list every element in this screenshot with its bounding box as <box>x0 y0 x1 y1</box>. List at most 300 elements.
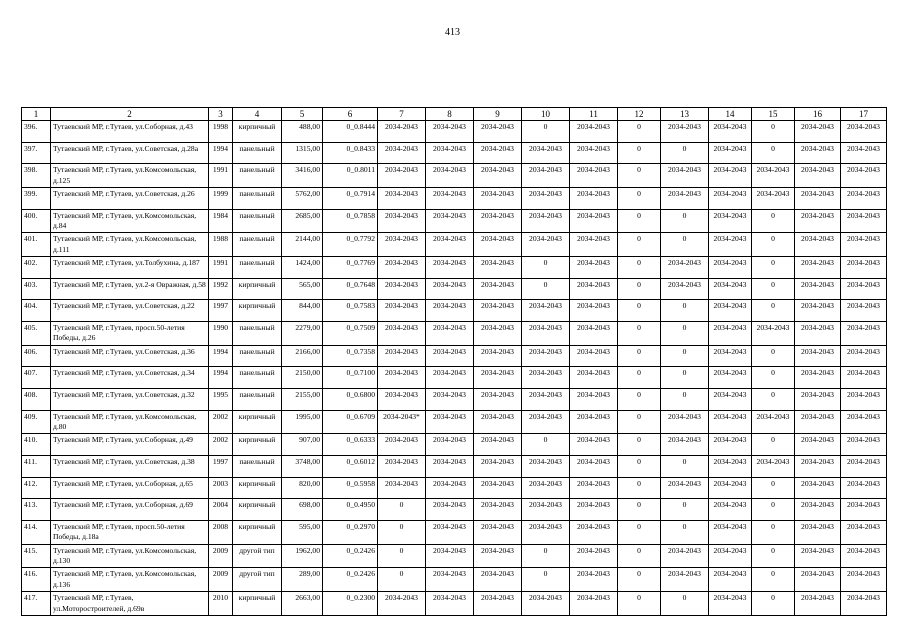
period-cell: 2034-2043 <box>522 233 570 257</box>
period-cell: 2034-2043 <box>841 164 887 188</box>
period-cell: 2034-2043 <box>378 257 426 279</box>
year-cell: 2003 <box>209 477 233 499</box>
period-cell: 0 <box>752 300 795 322</box>
index-cell: 0_0.7769 <box>323 257 378 279</box>
row-number: 399. <box>22 188 51 210</box>
area-cell: 698,00 <box>282 499 323 521</box>
period-cell: 2034-2043 <box>795 477 841 499</box>
period-cell: 2034-2043 <box>570 544 618 568</box>
period-cell: 2034-2043 <box>474 345 522 367</box>
area-cell: 844,00 <box>282 300 323 322</box>
address-cell: Тутаевский МР, г.Тутаев, просп.50-летия Победы, д.26 <box>51 322 209 346</box>
period-cell: 2034-2043 <box>841 544 887 568</box>
period-cell: 0 <box>618 188 661 210</box>
table-row <box>22 278 887 300</box>
period-cell: 2034-2043 <box>474 142 522 164</box>
period-cell: 2034-2043 <box>661 278 709 300</box>
period-cell: 2034-2043 <box>522 209 570 233</box>
period-cell: 2034-2043 <box>795 300 841 322</box>
period-cell: 0 <box>618 164 661 188</box>
area-cell: 2144,00 <box>282 233 323 257</box>
period-cell: 2034-2043 <box>474 520 522 544</box>
row-number: 414. <box>22 520 51 544</box>
period-cell: 2034-2043 <box>661 257 709 279</box>
column-header: 12 <box>618 108 661 121</box>
area-cell: 2155,00 <box>282 389 323 411</box>
period-cell: 2034-2043 <box>661 544 709 568</box>
material-cell: панельный <box>233 188 282 210</box>
period-cell: 0 <box>752 434 795 456</box>
period-cell: 2034-2043 <box>474 300 522 322</box>
material-cell: кирпичный <box>233 592 282 616</box>
period-cell: 2034-2043 <box>474 592 522 616</box>
area-cell: 820,00 <box>282 477 323 499</box>
period-cell: 2034-2043 <box>795 278 841 300</box>
period-cell: 2034-2043 <box>795 121 841 143</box>
period-cell: 2034-2043 <box>841 188 887 210</box>
index-cell: 0_0.6012 <box>323 456 378 478</box>
period-cell: 2034-2043 <box>522 345 570 367</box>
period-cell: 2034-2043 <box>522 477 570 499</box>
period-cell: 2034-2043 <box>426 142 474 164</box>
period-cell: 0 <box>752 592 795 616</box>
year-cell: 2008 <box>209 520 233 544</box>
address-cell: Тутаевский МР, г.Тутаев, ул.Соборная, д.65 <box>51 477 209 499</box>
period-cell: 0 <box>661 209 709 233</box>
period-cell: 0 <box>522 568 570 592</box>
index-cell: 0_0.6709 <box>323 410 378 434</box>
index-cell: 0_0.7509 <box>323 322 378 346</box>
period-cell: 0 <box>522 121 570 143</box>
period-cell: 0 <box>661 300 709 322</box>
page-number: 413 <box>445 27 460 38</box>
period-cell: 0 <box>618 142 661 164</box>
year-cell: 1995 <box>209 389 233 411</box>
period-cell: 2034-2043 <box>378 477 426 499</box>
material-cell: панельный <box>233 257 282 279</box>
period-cell: 2034-2043 <box>522 499 570 521</box>
table-row <box>22 164 887 188</box>
row-number: 397. <box>22 142 51 164</box>
period-cell: 0 <box>378 568 426 592</box>
row-number: 409. <box>22 410 51 434</box>
period-cell: 2034-2043 <box>570 345 618 367</box>
material-cell: панельный <box>233 164 282 188</box>
period-cell: 0 <box>618 367 661 389</box>
period-cell: 0 <box>618 345 661 367</box>
period-cell: 2034-2043 <box>795 233 841 257</box>
year-cell: 1994 <box>209 345 233 367</box>
index-cell: 0_0.2426 <box>323 568 378 592</box>
material-cell: другой тип <box>233 544 282 568</box>
period-cell: 2034-2043 <box>426 477 474 499</box>
period-cell: 2034-2043 <box>841 410 887 434</box>
period-cell: 2034-2043 <box>795 389 841 411</box>
period-cell: 2034-2043 <box>795 367 841 389</box>
period-cell: 2034-2043 <box>795 592 841 616</box>
area-cell: 1424,00 <box>282 257 323 279</box>
row-number: 400. <box>22 209 51 233</box>
period-cell: 2034-2043 <box>795 188 841 210</box>
year-cell: 1994 <box>209 367 233 389</box>
row-number: 403. <box>22 278 51 300</box>
period-cell: 2034-2043 <box>474 322 522 346</box>
year-cell: 2009 <box>209 544 233 568</box>
area-cell: 595,00 <box>282 520 323 544</box>
index-cell: 0_0.6333 <box>323 434 378 456</box>
column-header: 6 <box>323 108 378 121</box>
period-cell: 2034-2043 <box>570 300 618 322</box>
table-row <box>22 477 887 499</box>
period-cell: 2034-2043 <box>570 278 618 300</box>
column-header: 13 <box>661 108 709 121</box>
area-cell: 5762,00 <box>282 188 323 210</box>
period-cell: 0 <box>618 499 661 521</box>
period-cell: 2034-2043 <box>522 367 570 389</box>
period-cell: 2034-2043 <box>709 142 752 164</box>
period-cell: 0 <box>378 499 426 521</box>
period-cell: 2034-2043 <box>570 477 618 499</box>
period-cell: 2034-2043 <box>661 188 709 210</box>
period-cell: 2034-2043 <box>426 544 474 568</box>
period-cell: 2034-2043 <box>841 477 887 499</box>
period-cell: 2034-2043 <box>474 477 522 499</box>
period-cell: 2034-2043 <box>474 499 522 521</box>
period-cell: 2034-2043 <box>841 345 887 367</box>
index-cell: 0_0.7648 <box>323 278 378 300</box>
period-cell: 2034-2043 <box>570 164 618 188</box>
period-cell: 0 <box>752 367 795 389</box>
period-cell: 2034-2043 <box>570 257 618 279</box>
period-cell: 2034-2043 <box>570 188 618 210</box>
period-cell: 0 <box>661 345 709 367</box>
table-row <box>22 121 887 143</box>
area-cell: 3416,00 <box>282 164 323 188</box>
column-header: 7 <box>378 108 426 121</box>
table-row <box>22 410 887 434</box>
period-cell: 2034-2043 <box>522 389 570 411</box>
period-cell: 2034-2043 <box>709 456 752 478</box>
period-cell: 0 <box>618 568 661 592</box>
column-header: 17 <box>841 108 887 121</box>
period-cell: 0 <box>752 477 795 499</box>
period-cell: 2034-2043 <box>474 568 522 592</box>
area-cell: 1315,00 <box>282 142 323 164</box>
period-cell: 2034-2043 <box>709 367 752 389</box>
table-row <box>22 434 887 456</box>
index-cell: 0_0.6800 <box>323 389 378 411</box>
index-cell: 0_0.8011 <box>323 164 378 188</box>
material-cell: панельный <box>233 456 282 478</box>
column-header: 10 <box>522 108 570 121</box>
period-cell: 2034-2043 <box>570 121 618 143</box>
period-cell: 2034-2043 <box>795 544 841 568</box>
period-cell: 2034-2043 <box>426 499 474 521</box>
period-cell: 2034-2043 <box>709 544 752 568</box>
period-cell: 0 <box>522 544 570 568</box>
table-row <box>22 257 887 279</box>
period-cell: 2034-2043 <box>795 257 841 279</box>
period-cell: 2034-2043 <box>474 188 522 210</box>
period-cell: 2034-2043 <box>378 278 426 300</box>
row-number: 398. <box>22 164 51 188</box>
index-cell: 0_0.8433 <box>323 142 378 164</box>
period-cell: 2034-2043 <box>522 188 570 210</box>
period-cell: 2034-2043 <box>752 456 795 478</box>
period-cell: 2034-2043 <box>474 456 522 478</box>
year-cell: 2002 <box>209 410 233 434</box>
period-cell: 2034-2043 <box>709 345 752 367</box>
period-cell: 2034-2043 <box>570 456 618 478</box>
period-cell: 2034-2043 <box>841 456 887 478</box>
period-cell: 2034-2043 <box>570 499 618 521</box>
period-cell: 2034-2043 <box>709 520 752 544</box>
period-cell: 0 <box>752 568 795 592</box>
area-cell: 3748,00 <box>282 456 323 478</box>
period-cell: 2034-2043 <box>795 345 841 367</box>
period-cell: 2034-2043 <box>752 164 795 188</box>
period-cell: 2034-2043 <box>522 456 570 478</box>
period-cell: 0 <box>618 456 661 478</box>
period-cell: 2034-2043 <box>426 456 474 478</box>
column-header: 5 <box>282 108 323 121</box>
material-cell: кирпичный <box>233 278 282 300</box>
period-cell: 2034-2043 <box>841 499 887 521</box>
year-cell: 1994 <box>209 142 233 164</box>
housing-table <box>21 107 887 616</box>
column-header: 11 <box>570 108 618 121</box>
year-cell: 1988 <box>209 233 233 257</box>
period-cell: 2034-2043 <box>841 257 887 279</box>
row-number: 412. <box>22 477 51 499</box>
area-cell: 565,00 <box>282 278 323 300</box>
period-cell: 2034-2043 <box>378 389 426 411</box>
period-cell: 2034-2043 <box>426 278 474 300</box>
address-cell: Тутаевский МР, г.Тутаев, ул.Комсомольская, д.136 <box>51 568 209 592</box>
period-cell: 2034-2043 <box>378 592 426 616</box>
period-cell: 2034-2043 <box>426 300 474 322</box>
year-cell: 1999 <box>209 188 233 210</box>
address-cell: Тутаевский МР, г.Тутаев, ул.Советская, д.36 <box>51 345 209 367</box>
period-cell: 0 <box>618 544 661 568</box>
period-cell: 2034-2043 <box>474 233 522 257</box>
table-row <box>22 142 887 164</box>
row-number: 401. <box>22 233 51 257</box>
material-cell: панельный <box>233 142 282 164</box>
period-cell: 0 <box>661 389 709 411</box>
period-cell: 0 <box>618 477 661 499</box>
period-cell: 2034-2043 <box>709 164 752 188</box>
period-cell: 0 <box>752 209 795 233</box>
period-cell: 2034-2043 <box>378 300 426 322</box>
period-cell: 2034-2043 <box>426 367 474 389</box>
period-cell: 2034-2043 <box>709 300 752 322</box>
period-cell: 2034-2043 <box>841 568 887 592</box>
address-cell: Тутаевский МР, г.Тутаев, ул.Моторостроителей, д.69в <box>51 592 209 616</box>
period-cell: 2034-2043 <box>795 456 841 478</box>
period-cell: 2034-2043 <box>522 142 570 164</box>
period-cell: 2034-2043 <box>709 389 752 411</box>
period-cell: 2034-2043 <box>709 209 752 233</box>
period-cell: 0 <box>618 410 661 434</box>
period-cell: 0 <box>618 233 661 257</box>
area-cell: 2685,00 <box>282 209 323 233</box>
period-cell: 2034-2043 <box>378 164 426 188</box>
material-cell: другой тип <box>233 568 282 592</box>
period-cell: 2034-2043 <box>795 568 841 592</box>
period-cell: 2034-2043 <box>570 592 618 616</box>
address-cell: Тутаевский МР, г.Тутаев, ул.Советская, д.22 <box>51 300 209 322</box>
period-cell: 0 <box>618 322 661 346</box>
material-cell: кирпичный <box>233 434 282 456</box>
period-cell: 2034-2043 <box>709 188 752 210</box>
year-cell: 1998 <box>209 121 233 143</box>
period-cell: 2034-2043 <box>661 477 709 499</box>
material-cell: панельный <box>233 233 282 257</box>
period-cell: 2034-2043 <box>709 121 752 143</box>
address-cell: Тутаевский МР, г.Тутаев, ул.Комсомольская, д.130 <box>51 544 209 568</box>
period-cell: 2034-2043 <box>709 499 752 521</box>
period-cell: 2034-2043 <box>841 121 887 143</box>
period-cell: 0 <box>752 121 795 143</box>
period-cell: 2034-2043 <box>661 434 709 456</box>
period-cell: 2034-2043 <box>795 209 841 233</box>
column-header: 2 <box>51 108 209 121</box>
index-cell: 0_0.7100 <box>323 367 378 389</box>
address-cell: Тутаевский МР, г.Тутаев, ул.Советская, д.38 <box>51 456 209 478</box>
period-cell: 0 <box>522 257 570 279</box>
index-cell: 0_0.7792 <box>323 233 378 257</box>
period-cell: 0 <box>618 121 661 143</box>
column-header: 14 <box>709 108 752 121</box>
row-number: 413. <box>22 499 51 521</box>
period-cell: 2034-2043 <box>661 410 709 434</box>
table-row <box>22 544 887 568</box>
period-cell: 0 <box>378 544 426 568</box>
address-cell: Тутаевский МР, г.Тутаев, ул.Советская, д.26 <box>51 188 209 210</box>
row-number: 407. <box>22 367 51 389</box>
period-cell: 2034-2043 <box>841 278 887 300</box>
period-cell: 2034-2043 <box>795 142 841 164</box>
period-cell: 2034-2043 <box>426 568 474 592</box>
table-row <box>22 499 887 521</box>
index-cell: 0_0.4950 <box>323 499 378 521</box>
period-cell: 2034-2043 <box>709 434 752 456</box>
year-cell: 1990 <box>209 322 233 346</box>
period-cell: 2034-2043 <box>570 410 618 434</box>
period-cell: 0 <box>752 278 795 300</box>
address-cell: Тутаевский МР, г.Тутаев, ул.2-я Овражная, д.58 <box>51 278 209 300</box>
year-cell: 1997 <box>209 456 233 478</box>
address-cell: Тутаевский МР, г.Тутаев, ул.Комсомольская, д.125 <box>51 164 209 188</box>
address-cell: Тутаевский МР, г.Тутаев, ул.Советская, д.34 <box>51 367 209 389</box>
period-cell: 2034-2043 <box>795 164 841 188</box>
period-cell: 2034-2043 <box>795 520 841 544</box>
period-cell: 0 <box>618 389 661 411</box>
period-cell: 2034-2043 <box>474 434 522 456</box>
material-cell: кирпичный <box>233 121 282 143</box>
address-cell: Тутаевский МР, г.Тутаев, ул.Комсомольская, д.111 <box>51 233 209 257</box>
material-cell: кирпичный <box>233 300 282 322</box>
period-cell: 0 <box>378 520 426 544</box>
period-cell: 2034-2043 <box>378 434 426 456</box>
row-number: 402. <box>22 257 51 279</box>
period-cell: 2034-2043 <box>570 209 618 233</box>
table-header-row <box>22 108 887 121</box>
column-header: 8 <box>426 108 474 121</box>
period-cell: 2034-2043 <box>378 209 426 233</box>
period-cell: 2034-2043 <box>426 389 474 411</box>
row-number: 416. <box>22 568 51 592</box>
address-cell: Тутаевский МР, г.Тутаев, ул.Советская, д.32 <box>51 389 209 411</box>
period-cell: 0 <box>618 300 661 322</box>
year-cell: 1991 <box>209 257 233 279</box>
period-cell: 2034-2043 <box>474 121 522 143</box>
period-cell: 2034-2043 <box>474 164 522 188</box>
period-cell: 2034-2043 <box>752 410 795 434</box>
period-cell: 2034-2043 <box>752 322 795 346</box>
index-cell: 0_0.8444 <box>323 121 378 143</box>
period-cell: 2034-2043 <box>378 322 426 346</box>
period-cell: 2034-2043 <box>709 257 752 279</box>
period-cell: 0 <box>661 456 709 478</box>
period-cell: 2034-2043 <box>841 322 887 346</box>
area-cell: 2663,00 <box>282 592 323 616</box>
column-header: 1 <box>22 108 51 121</box>
period-cell: 2034-2043 <box>709 233 752 257</box>
area-cell: 2150,00 <box>282 367 323 389</box>
material-cell: кирпичный <box>233 410 282 434</box>
column-header: 16 <box>795 108 841 121</box>
period-cell: 2034-2043 <box>570 142 618 164</box>
area-cell: 1995,00 <box>282 410 323 434</box>
table-row <box>22 345 887 367</box>
column-header: 9 <box>474 108 522 121</box>
period-cell: 2034-2043 <box>378 121 426 143</box>
table-row <box>22 367 887 389</box>
table-row <box>22 520 887 544</box>
period-cell: 2034-2043 <box>426 434 474 456</box>
year-cell: 1992 <box>209 278 233 300</box>
period-cell: 2034-2043 <box>661 568 709 592</box>
period-cell: 2034-2043 <box>426 410 474 434</box>
address-cell: Тутаевский МР, г.Тутаев, ул.Соборная, д.43 <box>51 121 209 143</box>
period-cell: 2034-2043 <box>474 389 522 411</box>
area-cell: 2279,00 <box>282 322 323 346</box>
address-cell: Тутаевский МР, г.Тутаев, ул.Советская, д.28а <box>51 142 209 164</box>
period-cell: 2034-2043 <box>522 322 570 346</box>
period-cell: 2034-2043 <box>426 233 474 257</box>
period-cell: 2034-2043 <box>709 410 752 434</box>
column-header: 15 <box>752 108 795 121</box>
column-header: 3 <box>209 108 233 121</box>
period-cell: 2034-2043 <box>841 592 887 616</box>
period-cell: 2034-2043 <box>474 278 522 300</box>
material-cell: кирпичный <box>233 520 282 544</box>
area-cell: 1962,00 <box>282 544 323 568</box>
address-cell: Тутаевский МР, г.Тутаев, ул.Соборная, д.49 <box>51 434 209 456</box>
period-cell: 0 <box>661 367 709 389</box>
period-cell: 2034-2043 <box>474 257 522 279</box>
period-cell: 0 <box>522 434 570 456</box>
period-cell: 2034-2043 <box>709 477 752 499</box>
index-cell: 0_0.5958 <box>323 477 378 499</box>
period-cell: 2034-2043 <box>661 164 709 188</box>
period-cell: 0 <box>618 278 661 300</box>
year-cell: 2010 <box>209 592 233 616</box>
period-cell: 2034-2043 <box>709 322 752 346</box>
period-cell: 2034-2043 <box>378 233 426 257</box>
